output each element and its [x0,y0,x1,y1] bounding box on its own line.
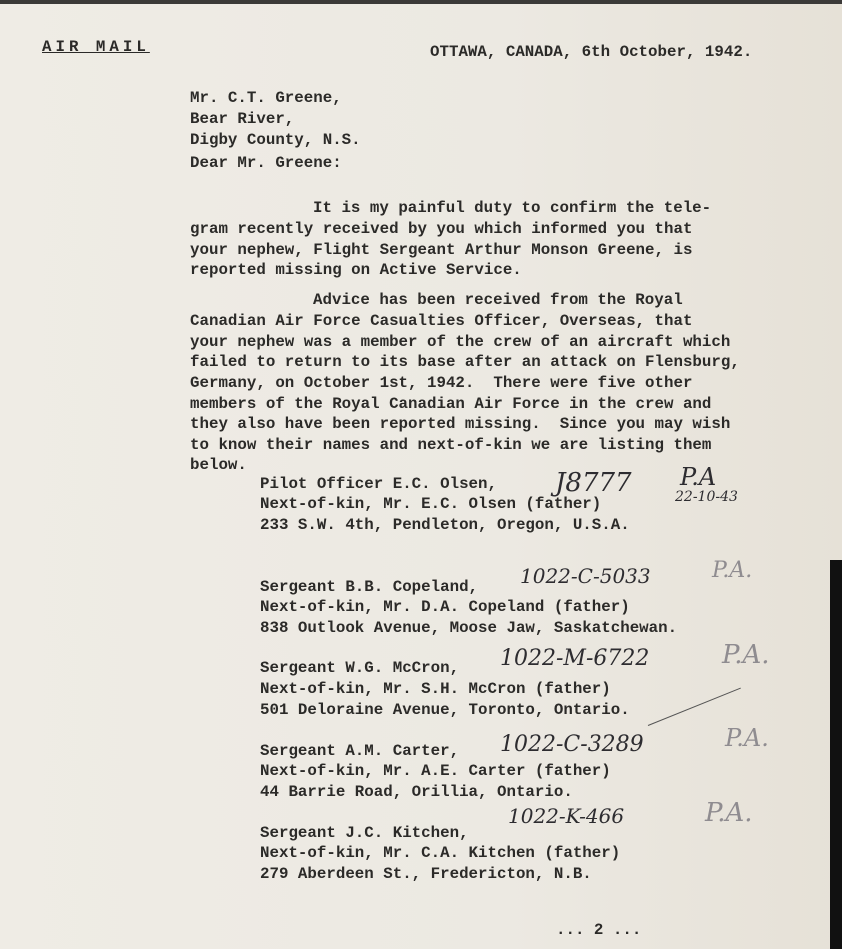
handwritten-pa: P.A. [705,798,753,828]
paragraph-line: Advice has been received from the Royal [313,291,683,309]
pen-stroke [648,688,741,726]
address-line: Bear River, [190,110,295,128]
paragraph-line: reported missing on Active Service. [190,261,522,279]
crew-name: Pilot Officer E.C. Olsen, [260,475,497,493]
crew-address: 501 Deloraine Avenue, Toronto, Ontario. [260,701,630,719]
crew-next-of-kin: Next-of-kin, Mr. C.A. Kitchen (father) [260,844,621,862]
scan-right-edge [830,560,842,949]
handwritten-pa: P.A. [712,558,753,583]
handwritten-service-number: 1022-C-3289 [500,732,644,757]
air-mail-label: AIR MAIL [42,38,150,56]
handwritten-date: 22-10-43 [675,489,738,505]
crew-address: 233 S.W. 4th, Pendleton, Oregon, U.S.A. [260,516,630,534]
paragraph-line: your nephew, Flight Sergeant Arthur Monson Greene, is [190,241,693,259]
crew-next-of-kin: Next-of-kin, Mr. E.C. Olsen (father) [260,495,602,513]
paragraph-line: Canadian Air Force Casualties Officer, Overseas, that [190,312,693,330]
address-line: Digby County, N.S. [190,131,361,149]
paragraph-line: they also have been reported missing. Since you may wish [190,415,731,433]
page-continuation: ... 2 ... [556,921,642,939]
handwritten-service-number: 1022-K-466 [508,804,625,828]
paragraph-line: failed to return to its base after an attack on Flensburg, [190,353,740,371]
paragraph-line: below. [190,456,247,474]
address-line: Mr. C.T. Greene, [190,89,342,107]
paragraph-line: Germany, on October 1st, 1942. There were five other [190,374,693,392]
crew-next-of-kin: Next-of-kin, Mr. A.E. Carter (father) [260,762,611,780]
paragraph-line: members of the Royal Canadian Air Force in the crew and [190,395,712,413]
crew-name: Sergeant B.B. Copeland, [260,578,479,596]
paragraph-line: your nephew was a member of the crew of an aircraft which [190,333,731,351]
place-date: OTTAWA, CANADA, 6th October, 1942. [430,43,753,61]
handwritten-pa: P.A [680,463,717,491]
crew-name: Sergeant W.G. McCron, [260,659,460,677]
crew-name: Sergeant J.C. Kitchen, [260,824,469,842]
crew-next-of-kin: Next-of-kin, Mr. S.H. McCron (father) [260,680,611,698]
handwritten-service-number: 1022-M-6722 [500,646,650,671]
paragraph-line: gram recently received by you which informed you that [190,220,693,238]
scan-top-edge [0,0,842,4]
crew-next-of-kin: Next-of-kin, Mr. D.A. Copeland (father) [260,598,630,616]
handwritten-service-number: J8777 [555,468,632,498]
paragraph-line: to know their names and next-of-kin we are listing them [190,436,712,454]
salutation: Dear Mr. Greene: [190,154,342,172]
handwritten-pa: P.A. [722,640,770,670]
handwritten-pa: P.A. [725,724,769,752]
handwritten-service-number: 1022-C-5033 [520,564,651,588]
paragraph-line: It is my painful duty to confirm the tele- [313,199,712,217]
crew-address: 44 Barrie Road, Orillia, Ontario. [260,783,573,801]
crew-address: 279 Aberdeen St., Fredericton, N.B. [260,865,592,883]
crew-name: Sergeant A.M. Carter, [260,742,460,760]
crew-address: 838 Outlook Avenue, Moose Jaw, Saskatchewan. [260,619,678,637]
